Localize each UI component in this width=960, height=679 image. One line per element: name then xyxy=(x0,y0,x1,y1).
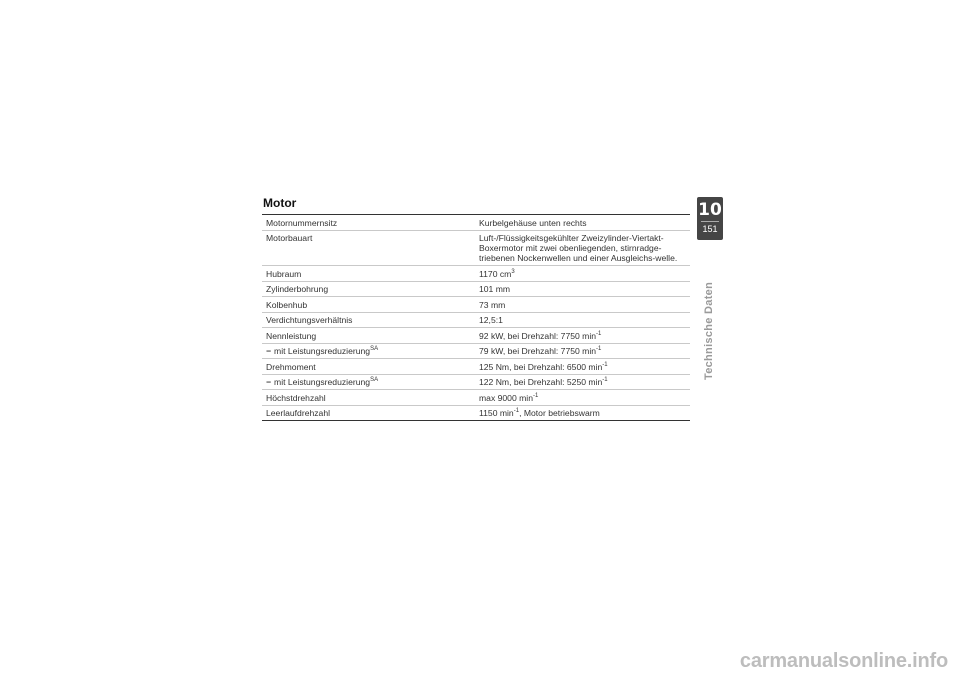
chapter-divider xyxy=(701,221,719,222)
table-row xyxy=(262,405,690,421)
spec-value xyxy=(475,405,690,421)
spec-label-text: Hubraum xyxy=(266,268,302,279)
spec-value xyxy=(475,266,690,282)
spec-value-text: 73 mm xyxy=(479,299,506,310)
spec-value xyxy=(475,312,690,328)
unit-exponent: -1 xyxy=(602,377,608,383)
table-row xyxy=(262,266,690,282)
spec-label xyxy=(262,215,475,231)
unit-exponent: -1 xyxy=(602,361,608,368)
unit-exponent: -1 xyxy=(513,408,520,414)
spec-value-text: 92 kW, bei Drehzahl: 7750 min xyxy=(479,330,597,341)
spec-value-text: 1170 cm xyxy=(479,268,512,279)
table-row xyxy=(262,281,690,297)
chapter-tab xyxy=(697,197,723,240)
table-row xyxy=(262,374,690,390)
spec-label xyxy=(262,390,475,406)
table-row xyxy=(262,215,690,231)
table-row xyxy=(262,312,690,328)
spec-label xyxy=(262,374,475,390)
spec-label-text: Höchstdrehzahl xyxy=(266,392,326,403)
spec-value-text: Kurbelgehäuse unten rechts xyxy=(479,217,587,228)
table-row xyxy=(262,328,690,344)
unit-exponent: -1 xyxy=(596,346,602,352)
spec-label-text: Leerlaufdrehzahl xyxy=(266,408,331,418)
spec-label xyxy=(262,266,475,282)
watermark: carmanualsonline.info xyxy=(739,650,948,672)
spec-value xyxy=(475,281,690,297)
spec-value-text: 122 Nm, bei Drehzahl: 5250 min xyxy=(479,377,603,387)
unit-exponent: -1 xyxy=(532,392,539,399)
spec-label-text: Verdichtungsverhältnis xyxy=(266,315,353,325)
spec-label-text: Zylinderbohrung xyxy=(266,284,329,294)
spec-label xyxy=(262,328,475,344)
spec-label-text: Motorbauart xyxy=(266,233,313,243)
spec-value-text: 101 mm xyxy=(479,284,511,294)
spec-value xyxy=(475,328,690,344)
spec-label xyxy=(262,312,475,328)
spec-label-text: Motornummernsitz xyxy=(266,217,338,228)
spec-value-text: 79 kW, bei Drehzahl: 7750 min xyxy=(479,346,597,356)
unit-exponent: 3 xyxy=(511,268,515,275)
spec-value xyxy=(475,297,690,313)
spec-label-text: mit Leistungsreduzierung xyxy=(274,346,371,356)
spec-value xyxy=(475,215,690,231)
spec-label xyxy=(262,230,475,266)
spec-value xyxy=(475,359,690,375)
spec-label-text: mit Leistungsreduzierung xyxy=(274,377,371,387)
sub-item-dash: − xyxy=(266,346,272,356)
spec-value-text: max 9000 min xyxy=(479,392,533,403)
specs-table xyxy=(262,214,690,421)
unit-exponent: -1 xyxy=(596,330,602,337)
option-superscript: SA xyxy=(370,346,379,352)
spec-value xyxy=(475,230,690,266)
spec-label xyxy=(262,359,475,375)
spec-value-suffix: , Motor betriebswarm xyxy=(519,408,600,418)
spec-value xyxy=(475,374,690,390)
spec-value-text: Luft-/Flüssigkeitsgekühlter Zweizylinder-Viertakt-Boxermotor mit zwei obenliegenden, stirnradge-triebenen Nockenwellen und einer Ausgleichs-welle. xyxy=(479,233,678,263)
table-row xyxy=(262,230,690,266)
table-row xyxy=(262,297,690,313)
section-title: Motor xyxy=(263,196,297,210)
spec-label xyxy=(262,405,475,421)
spec-value xyxy=(475,343,690,359)
spec-value xyxy=(475,390,690,406)
sub-item-dash: − xyxy=(266,377,272,387)
spec-value-text: 12,5:1 xyxy=(479,315,503,325)
spec-label xyxy=(262,297,475,313)
spec-label xyxy=(262,343,475,359)
spec-value-text: 1150 min xyxy=(479,408,514,418)
chapter-number: 10 xyxy=(698,200,722,220)
spec-label xyxy=(262,281,475,297)
spec-label-text: Drehmoment xyxy=(266,361,316,372)
table-row xyxy=(262,359,690,375)
table-row xyxy=(262,343,690,359)
chapter-side-title: Technische Daten xyxy=(703,281,715,380)
table-row xyxy=(262,390,690,406)
spec-value-text: 125 Nm, bei Drehzahl: 6500 min xyxy=(479,361,603,372)
spec-label-text: Nennleistung xyxy=(266,330,317,341)
option-superscript: SA xyxy=(370,377,379,383)
spec-label-text: Kolbenhub xyxy=(266,299,308,310)
page-number: 151 xyxy=(702,224,718,234)
